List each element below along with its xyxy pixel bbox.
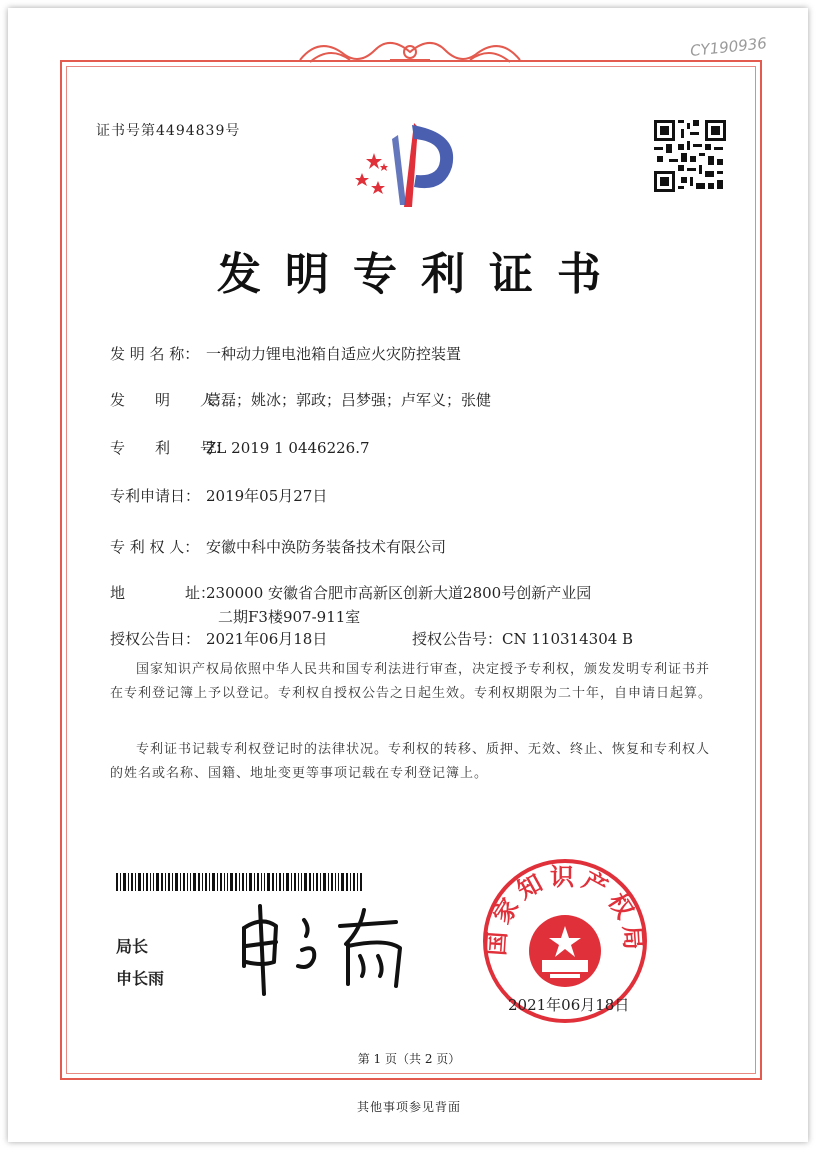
address-line1: 230000 安徽省合肥市高新区创新大道2800号创新产业园 xyxy=(206,584,592,602)
barcode-icon xyxy=(116,873,362,891)
director-title: 局长 xyxy=(116,937,149,956)
address-row xyxy=(110,582,591,603)
certificate-number: 证书号第4494839号 xyxy=(96,123,241,139)
patentee-row xyxy=(110,536,446,557)
director-signature xyxy=(236,900,416,1000)
application-date-label: 专利申请日： xyxy=(110,487,201,505)
application-date-row xyxy=(110,485,327,506)
grant-date-value: 2021年06月18日 xyxy=(206,630,328,648)
patent-number-value: ZL 2019 1 0446226.7 xyxy=(206,439,370,457)
inventors-value: 葛磊；姚冰；郭政；吕梦强；卢军义；张健 xyxy=(206,391,492,409)
patentee-value: 安徽中科中涣防务装备技术有限公司 xyxy=(206,538,447,556)
seal-date: 2021年06月18日 xyxy=(508,996,630,1014)
top-ornament xyxy=(290,30,530,70)
director-name: 申长雨 xyxy=(116,969,165,988)
invention-name-label: 发 明 名 称： xyxy=(110,345,200,363)
seal-text: 国家知识产权局 xyxy=(482,863,648,957)
qr-code-icon xyxy=(654,120,726,192)
statement-paragraph-2: 专利证书记载专利权登记时的法律状况。专利权的转移、质押、无效、终止、恢复和专利权人的姓名或名称、国籍、地址变更等事项记载在专利登记簿上。 xyxy=(110,742,711,781)
handwritten-note: CY190936 xyxy=(689,34,768,60)
page-number: 第 1 页（共 2 页） xyxy=(357,1052,461,1066)
address-label: 地 址： xyxy=(110,584,216,602)
inventors-row xyxy=(110,389,491,410)
invention-name-row xyxy=(110,343,461,364)
patent-number-label: 专 利 号： xyxy=(110,439,231,457)
patentee-label: 专 利 权 人： xyxy=(110,538,200,556)
application-date-value: 2019年05月27日 xyxy=(206,487,328,505)
grant-date-row xyxy=(110,628,327,649)
grant-number-label: 授权公告号： xyxy=(412,630,503,648)
document-title: 发明专利证书 xyxy=(217,249,625,300)
grant-number-row xyxy=(412,628,633,649)
footer-note: 其他事项参见背面 xyxy=(356,1100,461,1114)
inventors-label: 发 明 人： xyxy=(110,391,231,409)
grant-date-label: 授权公告日： xyxy=(110,630,201,648)
statement-paragraph-1: 国家知识产权局依照中华人民共和国专利法进行审查，决定授予专利权，颁发发明专利证书并在专利登记簿上予以登记。专利权自授权公告之日起生效。专利权期限为二十年，自申请日起算。 xyxy=(110,662,713,701)
invention-name-value: 一种动力锂电池箱自适应火灾防控装置 xyxy=(206,345,462,363)
patent-number-row xyxy=(110,437,370,458)
patent-office-emblem-icon xyxy=(352,115,462,215)
address-line2: 二期F3楼907-911室 xyxy=(218,608,361,626)
grant-number-value: CN 110314304 B xyxy=(502,630,634,648)
